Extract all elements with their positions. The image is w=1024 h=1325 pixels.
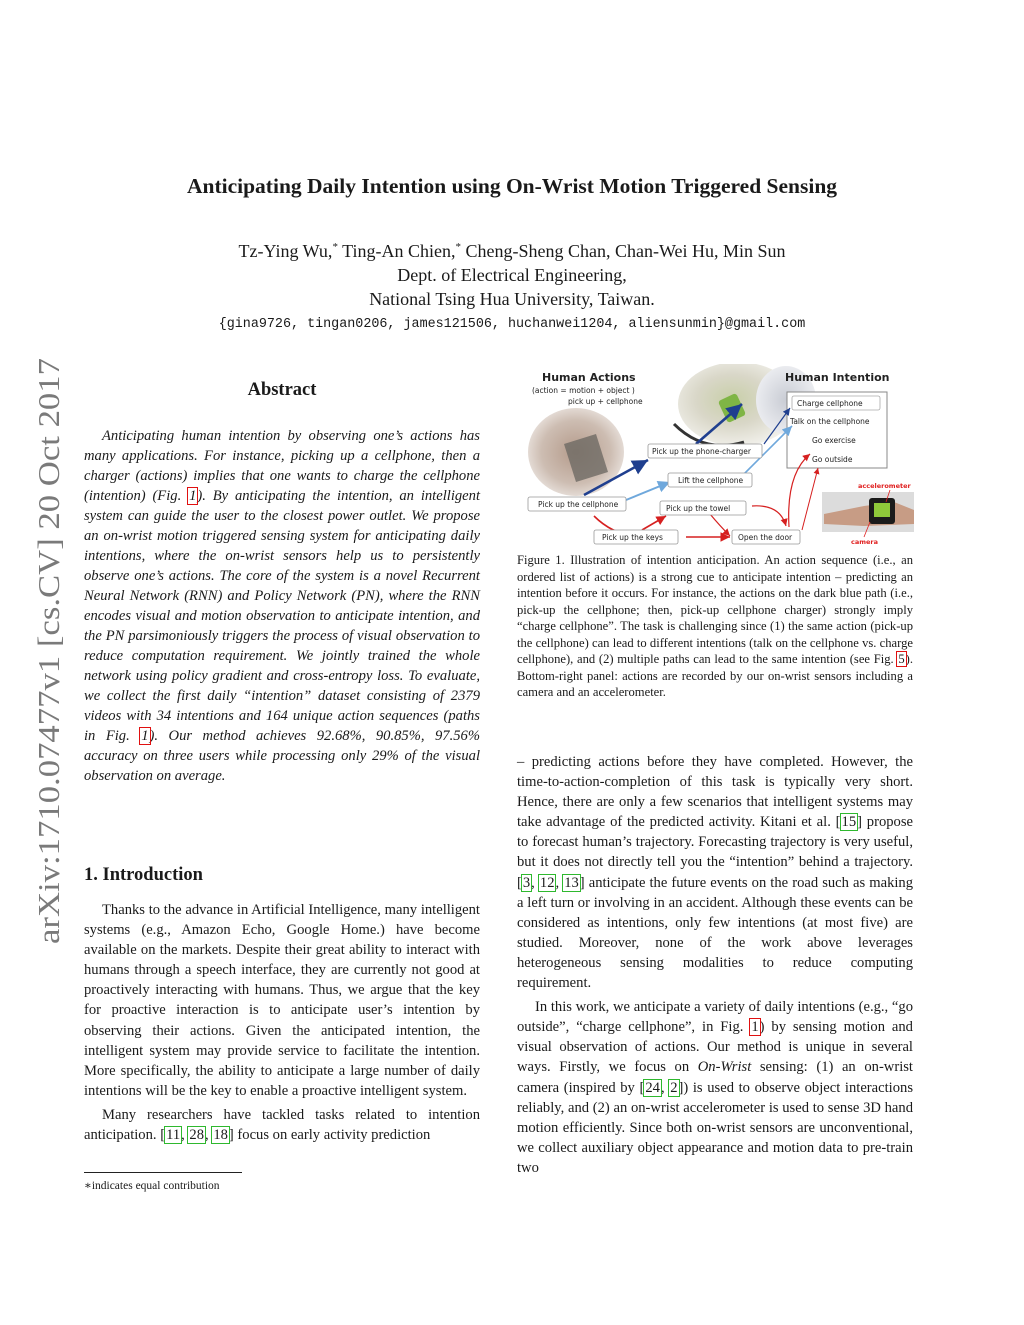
- footnote: ∗indicates equal contribution: [84, 1180, 220, 1192]
- citation-link[interactable]: 18: [213, 1127, 228, 1144]
- abstract-heading: Abstract: [247, 380, 317, 400]
- intro-paragraph-1: Thanks to the advance in Artificial Intelligence, many intelligent systems (e.g., Amazon Echo, Google Home.) have become available on the markets. Despite their great ability to interact with humans through a speech interface, they are currently not good at proactively interacting with humans. Thus, we argue that the key for proactive interaction is to anticipate user’s intention by observing their actions. Given the anticipated intention, the intelligent system may provide service to facilitate the intention. More specifically, the ability to anticipate a large number of daily intentions will be the key to enable a proactive intelligent system.: [84, 902, 480, 1099]
- figure-ref-link[interactable]: 5: [898, 652, 905, 666]
- citation-link[interactable]: 15: [841, 814, 857, 831]
- action-pick-up-towel: Pick up the towel: [666, 504, 731, 513]
- action-pick-up-phone-charger: Pick up the phone-charger: [652, 447, 751, 456]
- action-definition-label: (action = motion + object ): [532, 386, 635, 395]
- citation-link[interactable]: 11: [166, 1127, 181, 1144]
- author-list: [0, 241, 1024, 262]
- human-actions-label: Human Actions: [542, 371, 636, 384]
- paper-title: Anticipating Daily Intention using On-Wrist Motion Triggered Sensing: [186, 174, 838, 198]
- intro-paragraph-2: Many researchers have tackled tasks related to intention anticipation. [11, 28, 18] focus on early activity prediction: [84, 1106, 480, 1144]
- right-paragraph-1: – predicting actions before they have completed. However, the time-to-action-completion of this task is typically very short. Hence, there are only a few scenarios that intelligent systems may take advantage of the predicted activity. Kitani et al. [15] propose to forecast human’s trajectory. Forecasting trajectory is very useful, but it does not directly tell you the “intention” behind a trajectory. [3, 12, 13] anticipate the future events on the road such as making a left turn or involving in an accident. Although these events can be considered as intentions, only few intentions (at most five) are studied. Moreover, none of the work above leverages heterogeneous sensing modalities to reduce computing requirement.: [517, 754, 914, 992]
- abstract-body: Anticipating human intention by observing one’s actions has many applications. For instance, picking up a cellphone, then a charger (actions) implies that one wants to charge the cellphone (intention) (Fig. 1). By anticipating the intention, an intelligent system can guide the user to the closest power outlet. We propose an on-wrist motion triggered sensing system for anticipating daily intentions, where the on-wrist sensors help us to persistently observe one’s actions. The core of the system is a novel Recurrent Neural Network (RNN) and Policy Network (PN), where the RNN encodes visual and motion observation to anticipate intention, and the PN parsimoniously triggers the process of visual observation to reduce computation requirement. We jointly trained the whole network using policy gradient and cross-entropy loss. To evaluate, we collect the first daily “intention” dataset consisting of 2379 videos with 34 intentions and 164 unique action sequences (paths in Fig. 1). Our method achieves 92.68%, 90.85%, 97.56% accuracy on three users while processing only 29% of the visual observation on average.: [84, 428, 480, 784]
- citation-link[interactable]: 12: [539, 874, 555, 891]
- author-1: Tz-Ying Wu,: [238, 241, 333, 261]
- author-emails: {gina9726, tingan0206, james121506, huchanwei1204, aliensunmin}@gmail.com: [218, 317, 806, 332]
- citation-link[interactable]: 28: [189, 1127, 205, 1144]
- action-pick-up-keys: Pick up the keys: [602, 533, 663, 542]
- right-column-body: [517, 752, 913, 1182]
- citation-link[interactable]: 13: [564, 874, 579, 891]
- footnote-divider: [84, 1172, 242, 1173]
- figure-1-caption: Figure 1. Illustration of intention anticipation. An action sequence (i.e., an ordered list of actions) is a strong cue to anticipate intention – predicting an intention before it occurs. For instance, the actions on the dark blue path (i.e., pick-up the cellphone; then, pick-up cellphone charger) strongly imply “charge cellphone”. The task is challenging since (1) the same action (pick-up the cellphone) can lead to different intentions (talk on the cellphone vs. charge cellphone), and (2) multiple paths can lead to the same intention (see Fig. 5). Bottom-right panel: actions are recorded by our on-wrist sensors including a camera and an accelerometer.: [517, 553, 913, 699]
- affiliation-line-1: Dept. of Electrical Engineering,: [397, 265, 627, 285]
- intro-heading: 1. Introduction: [84, 865, 203, 885]
- author-2: Ting-An Chien,: [337, 241, 456, 261]
- intro-body: [84, 900, 480, 1149]
- example-action-label: pick up + cellphone: [568, 397, 643, 406]
- citation-link[interactable]: 24: [645, 1079, 660, 1096]
- intention-go-exercise: Go exercise: [812, 436, 856, 445]
- action-pick-up-cellphone: Pick up the cellphone: [538, 500, 619, 509]
- accelerometer-label: accelerometer: [858, 482, 911, 490]
- figure-ref-link[interactable]: 1: [189, 488, 197, 504]
- intention-go-outside: Go outside: [812, 455, 853, 464]
- action-open-door: Open the door: [738, 533, 793, 542]
- figure-1: [524, 364, 916, 547]
- figure-ref-link[interactable]: 1: [141, 728, 149, 744]
- human-intention-label: Human Intention: [785, 371, 890, 384]
- action-lift-cellphone: Lift the cellphone: [678, 476, 744, 485]
- equal-contribution-mark: *: [332, 241, 338, 253]
- arxiv-stamp-text: arXiv:1710.07477v1 [cs.CV] 20 Oct 2017: [31, 420, 66, 944]
- arxiv-stamp: [30, 356, 66, 946]
- camera-label: camera: [851, 538, 879, 546]
- affiliation-line-2: National Tsing Hua University, Taiwan.: [369, 289, 655, 309]
- intention-talk-on-cellphone: Talk on the cellphone: [790, 417, 870, 426]
- figure-ref-link[interactable]: 1: [751, 1019, 759, 1036]
- other-authors: Cheng-Sheng Chan, Chan-Wei Hu, Min Sun: [460, 241, 786, 261]
- citation-link[interactable]: 3: [522, 874, 531, 891]
- citation-link[interactable]: 2: [670, 1079, 678, 1096]
- right-paragraph-2: In this work, we anticipate a variety of daily intentions (e.g., “go outside”, “charge cellphone”, in Fig. 1) by sensing motion and visual observation of actions. Our method is unique in several ways. Firstly, we focus on On-Wrist sensing: (1) an on-wrist camera (inspired by [24, 2]) is used to observe object interactions reliably, and (2) an on-wrist accelerometer is used to sense 3D hand motion efficiently. Since both on-wrist sensors are unconventional, we collect auxiliary object appearance and motion data to pre-train two: [517, 999, 913, 1176]
- equal-contribution-mark: *: [455, 241, 461, 253]
- intention-charge-cellphone: Charge cellphone: [797, 399, 863, 408]
